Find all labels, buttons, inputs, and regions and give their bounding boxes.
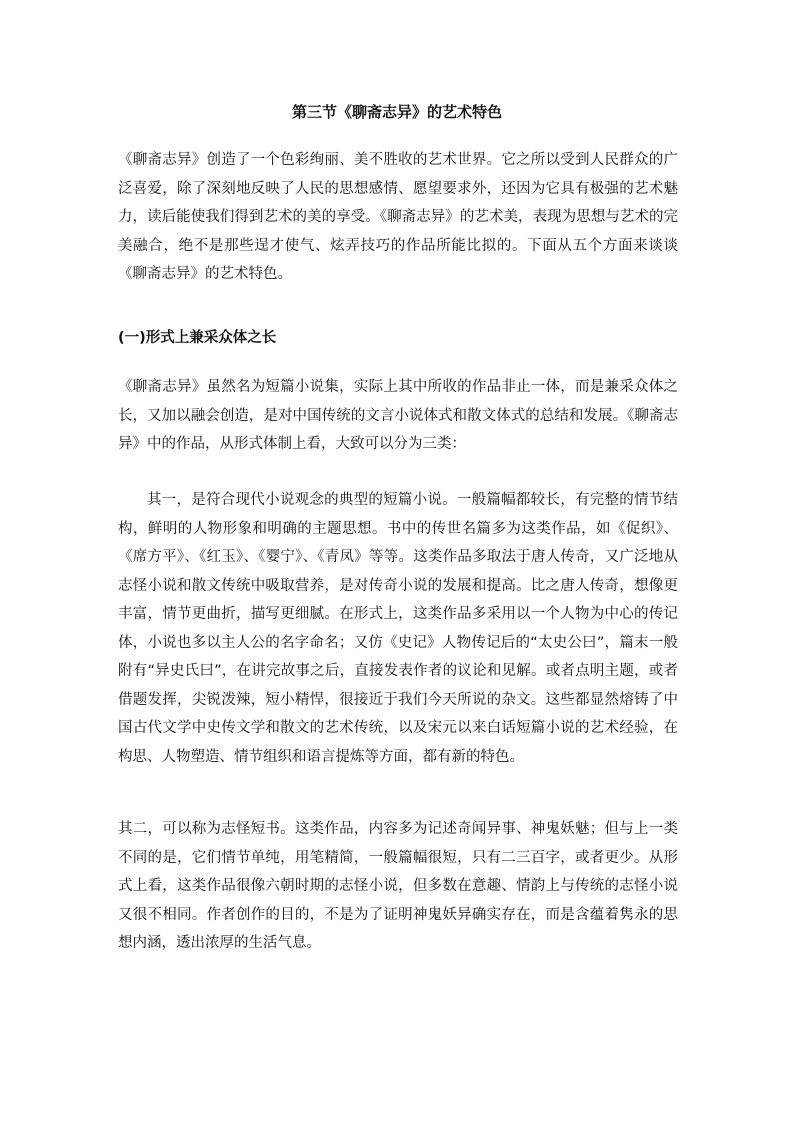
section-paragraph-2: 其一，是符合现代小说观念的典型的短篇小说。一般篇幅都较长，有完整的情节结构，鲜明的人物形象和明确的主题思想。书中的传世名篇多为这类作品，如《促织》、《席方平》、《红玉》、《婴宁》、《青凤》等等。这类作品多取法于唐人传奇，又广泛地从志怪小说和散文传统中吸取营养，是对传奇小说的发展和提高。比之唐人传奇，想像更丰富，情节更曲折，描写更细腻。在形式上，这类作品多采用以一个人物为中心的传记体，小说也多以主人公的名字命名；又仿《史记》人物传记后的“太史公曰”，篇末一般附有“异史氏曰”，在讲完故事之后，直接发表作者的议论和见解。或者点明主题，或者借题发挥，尖锐泼辣，短小精悍，很接近于我们今天所说的杂文。这些都显然熔铸了中国古代文学中史传文学和散文的艺术传统，以及宋元以来白话短篇小说的艺术经验，在构思、人物塑造、情节组织和语言提炼等方面，都有新的特色。 — [118, 492, 678, 765]
section-paragraph-3: 其二，可以称为志怪短书。这类作品，内容多为记述奇闻异事、神鬼妖魅；但与上一类不同的是，它们情节单纯，用笔精简，一般篇幅很短，只有二三百字，或者更少。从形式上看，这类作品很像六朝时期的志怪小说，但多数在意趣、情韵上与传统的志怪小说又很不相同。作者创作的目的，不是为了证明神鬼妖异确实存在，而是含蕴着隽永的思想内涵，透出浓厚的生活气息。 — [118, 821, 678, 951]
section-heading: (一)形式上兼采众体之长 — [118, 330, 277, 346]
document-title: 第三节《聊斋志异》的艺术特色 — [291, 103, 502, 121]
section-paragraph-1: 《聊斋志异》虽然名为短篇小说集，实际上其中所收的作品非止一体，而是兼采众体之长，又加以融会创造，是对中国传统的文言小说体式和散文体式的总结和发展。《聊斋志异》中的作品，从形式体制上看，大致可以分为三类： — [118, 379, 678, 452]
intro-paragraph: 《聊斋志异》创造了一个色彩绚丽、美不胜收的艺术世界。它之所以受到人民群众的广泛喜爱，除了深刻地反映了人民的思想感情、愿望要求外，还因为它具有极强的艺术魅力，读后能使我们得到艺术的美的享受。《聊斋志异》的艺术美，表现为思想与艺术的完美融合，绝不是那些逞才使气、炫弄技巧的作品所能比拟的。下面从五个方面来谈谈《聊斋志异》的艺术特色。 — [118, 152, 678, 282]
